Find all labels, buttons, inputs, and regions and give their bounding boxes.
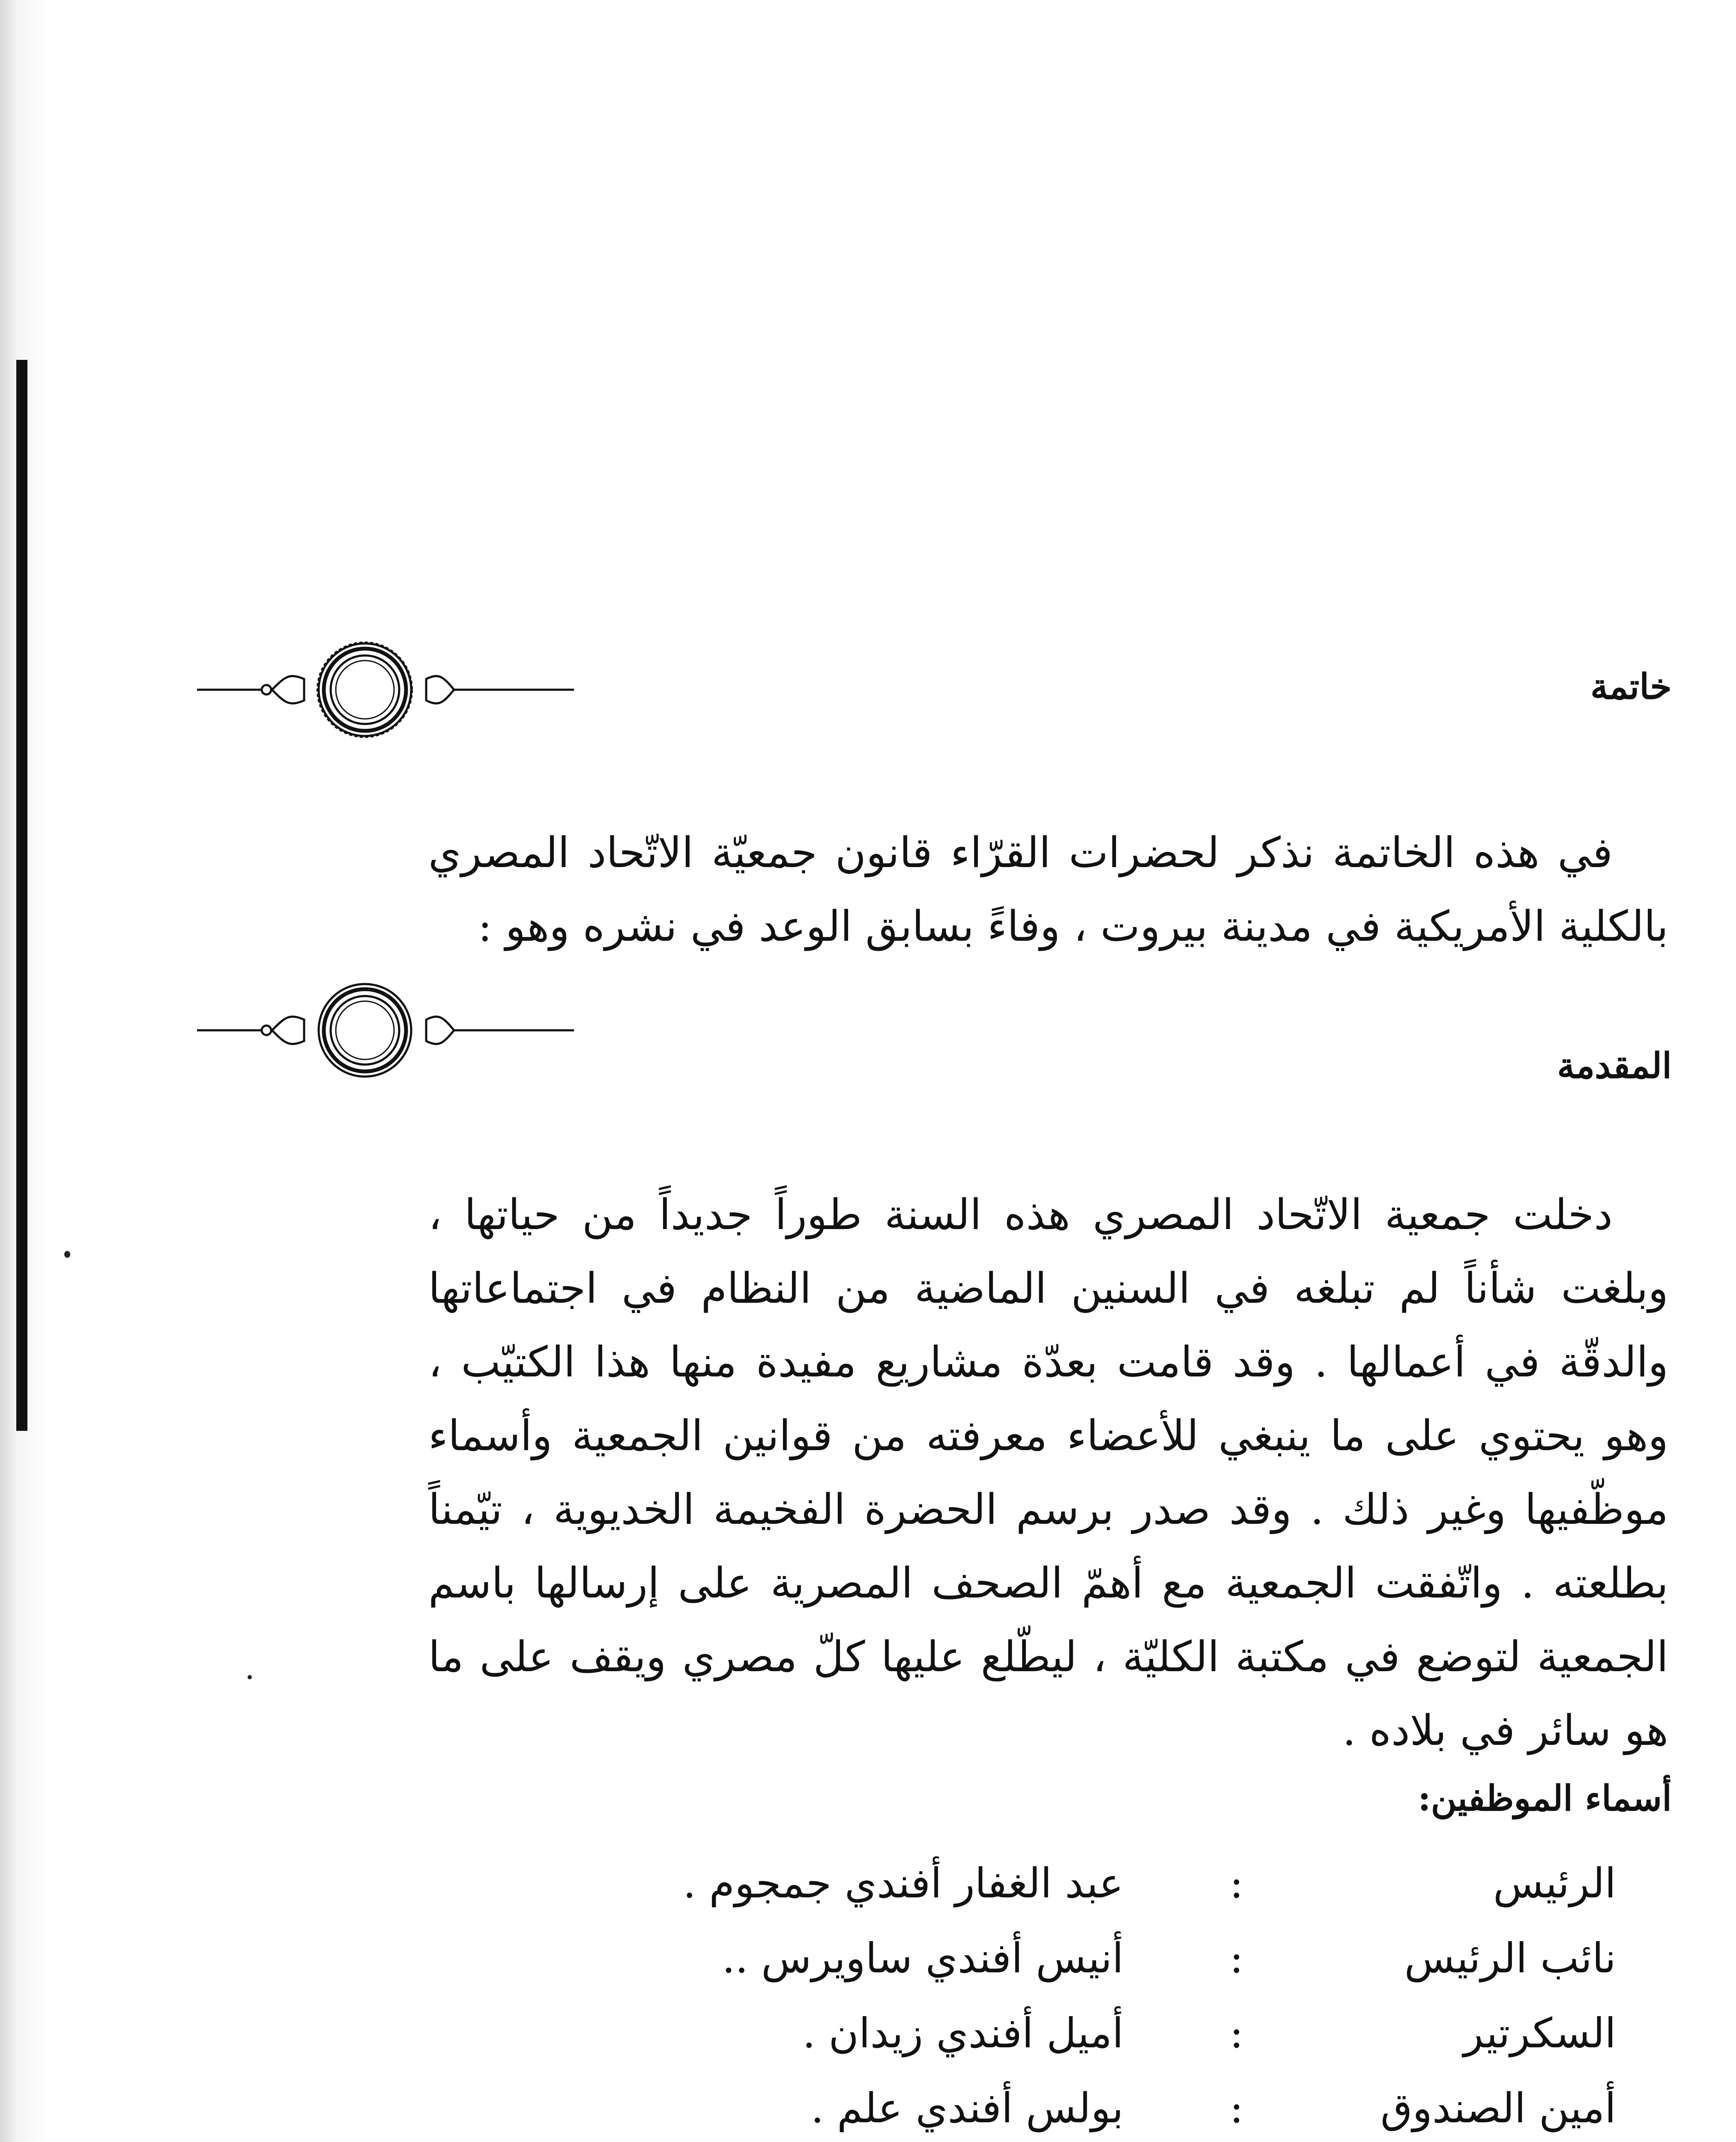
closing-heading: خاتمة xyxy=(1590,666,1672,707)
staff-separator: : xyxy=(1229,2009,1243,2057)
staff-role: أمين الصندوق xyxy=(1380,2084,1616,2132)
staff-name: أنيس أفندي ساويرس .. xyxy=(722,1934,1123,1982)
staff-row xyxy=(0,1859,1736,1932)
intro-paragraph xyxy=(428,1178,1668,1768)
staff-row xyxy=(0,2084,1736,2142)
closing-paragraph xyxy=(428,816,1668,963)
staff-name: عبد الغفار أفندي جمجوم . xyxy=(683,1859,1123,1907)
staff-row xyxy=(0,1934,1736,2007)
scan-speck xyxy=(248,1675,252,1679)
staff-separator: : xyxy=(1229,2084,1243,2132)
circular-ring-ornament-icon xyxy=(197,979,574,1082)
intro-heading: المقدمة xyxy=(1557,1045,1672,1086)
scan-speck xyxy=(64,1251,70,1258)
staff-name: بولس أفندي علم . xyxy=(810,2084,1123,2132)
staff-name: أميل أفندي زيدان . xyxy=(802,2009,1123,2057)
intro-paragraph-text: دخلت جمعية الاتّحاد المصري هذه السنة طوراً جديداً من حياتها ، وبلغت شأناً لم تبلغه في السنين الماضية من النظام في اجتماعاتها والدقّة في أعمالها . وقد قامت بعدّة مشاريع مفيدة منها هذا الكتيّب ، وهو يحتوي على ما ينبغي للأعضاء معرفته من قوانين الجمعية وأسماء موظّفيها وغير ذلك . وقد صدر برسم الحضرة الفخيمة الخديوية ، تيّمناً بطلعته . واتّفقت الجمعية مع أهمّ الصحف المصرية على إرسالها باسم الجمعية لتوضع في مكتبة الكليّة ، ليطّلع عليها كلّ مصري ويقف على ما هو سائر في بلاده . xyxy=(428,1191,1668,1755)
staff-separator: : xyxy=(1229,1859,1243,1907)
staff-separator: : xyxy=(1229,1934,1243,1982)
scan-binding-bar-top xyxy=(16,360,27,1431)
closing-paragraph-text: في هذه الخاتمة نذكر لحضرات القرّاء قانون جمعيّة الاتّحاد المصري بالكلية الأمريكية في مدينة بيروت ، وفاءً بسابق الوعد في نشره وهو : xyxy=(428,829,1668,951)
staff-role: نائب الرئيس xyxy=(1404,1934,1616,1982)
staff-row xyxy=(0,2009,1736,2082)
circular-ring-ornament-icon xyxy=(197,638,574,741)
staff-heading: أسماء الموظفين: xyxy=(1418,1778,1672,1819)
staff-role: الرئيس xyxy=(1493,1859,1616,1907)
staff-role: السكرتير xyxy=(1463,2009,1616,2057)
